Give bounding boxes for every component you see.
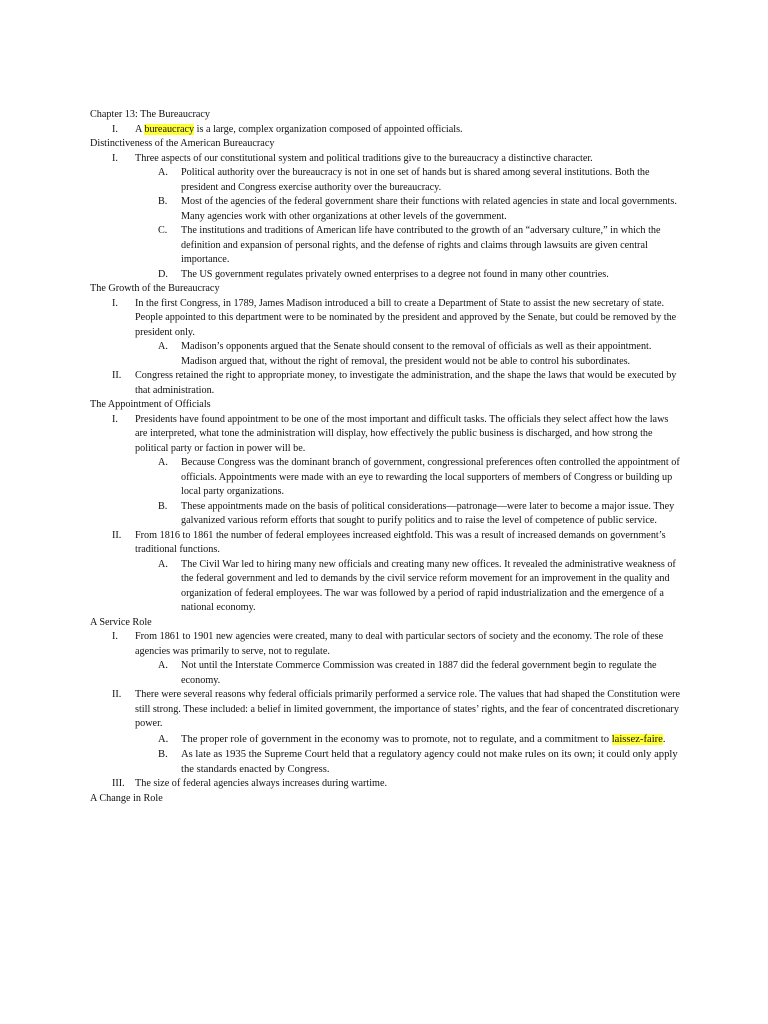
sub-item <box>90 195 682 224</box>
section-heading: The Growth of the Bureaucracy <box>90 283 220 294</box>
section-heading: Distinctiveness of the American Bureaucracy <box>90 138 275 149</box>
item-text: Presidents have found appointment to be one of the most important and difficult tasks. The officials they select affect how the laws are interpreted, what tone the administration will display, how effectively the public business is discharged, and how strong the political party or faction in power will be. <box>135 413 669 454</box>
sub-item-text-end: . <box>662 733 666 745</box>
sub-item <box>90 166 682 195</box>
document-page <box>90 108 682 806</box>
list-marker: II. <box>112 689 122 700</box>
list-marker: A. <box>158 457 168 468</box>
outline-item <box>90 369 682 398</box>
outline-sections <box>90 137 682 806</box>
sub-item-text: The proper role of government in the economy was to promote, not to regulate, and a commitment to <box>181 733 612 745</box>
sub-item-text: Most of the agencies of the federal government share their functions with related agencies in state and local governments. Many agencies work with other organizations at other levels of the government. <box>181 196 677 222</box>
sub-item-text: The Civil War led to hiring many new officials and creating many new offices. It revealed the administrative weakness of the federal government and led to demands by the civil service reform movement for an improvement in the quality and organization of federal employees. The war was followed by a period of rapid industrialization and the emergence of a national economy. <box>181 558 676 613</box>
outline-item <box>90 777 682 792</box>
item-text: Three aspects of our constitutional system and political traditions give to the bureaucracy a distinctive character. <box>135 152 593 164</box>
section-heading: A Change in Role <box>90 792 163 804</box>
outline-item <box>90 297 682 341</box>
sub-item-text: The US government regulates privately owned enterprises to a degree not found in many other countries. <box>181 268 609 280</box>
list-marker: D. <box>158 268 168 280</box>
list-marker: B. <box>158 196 168 207</box>
item-text: The size of federal agencies always increases during wartime. <box>135 778 388 790</box>
list-marker: B. <box>158 748 168 760</box>
intro-pre: A <box>135 123 145 135</box>
list-marker: A. <box>158 341 168 352</box>
intro-post: is a large, complex organization composed of appointed officials. <box>194 123 463 135</box>
sub-item <box>90 340 682 369</box>
highlighted-term: bureaucracy <box>144 123 195 135</box>
item-text: Congress retained the right to appropriate money, to investigate the administration, and the shape the laws that would be executed by that administration. <box>135 370 677 396</box>
sub-item-text: Madison’s opponents argued that the Senate should consent to the removal of officials as well as their appointment. Madison argued that, without the right of removal, the president would not be able to control his subordinates. <box>181 341 652 367</box>
sub-item <box>90 456 682 500</box>
sub-item-text: Political authority over the bureaucracy is not in one set of hands but is shared among several institutions. Both the president and Congress exercise authority over the bureaucracy. <box>181 167 650 193</box>
list-marker: A. <box>158 558 168 570</box>
list-marker: II. <box>112 370 122 381</box>
sub-item <box>90 558 682 616</box>
section-heading: The Appointment of Officials <box>90 399 211 410</box>
list-marker: I. <box>112 297 118 309</box>
list-marker: I. <box>112 152 118 164</box>
sub-item-text: The institutions and traditions of American life have contributed to the growth of an “adversary culture,” in which the definition and expansion of personal rights, and the defense of rights and claims through lawsuits are given central importance. <box>181 225 661 265</box>
list-marker: A. <box>158 167 168 178</box>
sub-item-text: As late as 1935 the Supreme Court held that a regulatory agency could not make rules on its own; it could only apply the standards enacted by Congress. <box>181 748 678 775</box>
list-marker: III. <box>112 778 125 790</box>
list-marker: I. <box>112 631 118 642</box>
sub-item-text: These appointments made on the basis of political considerations—patronage—were later to become a major issue. They galvanized various reform efforts that sought to purify politics and to raise the level of competence of public service. <box>181 500 675 526</box>
outline-item <box>90 630 682 659</box>
sub-item <box>90 659 682 688</box>
document-title: Chapter 13: The Bureaucracy <box>90 109 211 120</box>
sub-item <box>90 224 682 268</box>
list-marker: C. <box>158 225 168 236</box>
sub-item-text: Not until the Interstate Commerce Commission was created in 1887 did the federal government begin to regulate the economy. <box>181 660 657 686</box>
sub-item <box>90 268 682 283</box>
sub-item <box>90 732 682 747</box>
sub-item-text: Because Congress was the dominant branch of government, congressional preferences often controlled the appointment of officials. Appointments were made with an eye to rewarding the local supporters of members of Congress or building up local party organizations. <box>181 457 680 497</box>
item-text: From 1816 to 1861 the number of federal employees increased eightfold. This was a result of increased demands on government’s traditional functions. <box>135 529 666 555</box>
list-marker: B. <box>158 500 168 512</box>
list-marker: A. <box>158 733 169 745</box>
outline-item <box>90 152 682 167</box>
sub-item <box>90 747 682 777</box>
highlighted-term: laissez-faire <box>611 733 663 745</box>
item-text: In the first Congress, in 1789, James Madison introduced a bill to create a Department of State to assist the new secretary of state. People appointed to this department were to be nominated by the president and approved by the Senate, but could be removed by the president only. <box>135 297 677 338</box>
list-marker: A. <box>158 660 168 671</box>
outline-item <box>90 688 682 732</box>
sub-item <box>90 500 682 529</box>
outline-item <box>90 413 682 457</box>
list-marker: II. <box>112 529 122 541</box>
list-marker: I. <box>112 413 118 425</box>
intro-item <box>90 123 682 138</box>
item-text: There were several reasons why federal officials primarily performed a service role. The values that had shaped the Constitution were still strong. These included: a belief in limited government, the importance of states’ rights, and the fear of concentrated discretionary power. <box>135 689 681 729</box>
list-marker: I. <box>112 123 118 135</box>
item-text: From 1861 to 1901 new agencies were created, many to deal with particular sectors of society and the economy. The role of these agencies was primarily to serve, not to regulate. <box>135 631 664 657</box>
section-heading: A Service Role <box>90 616 152 628</box>
outline-item <box>90 529 682 558</box>
